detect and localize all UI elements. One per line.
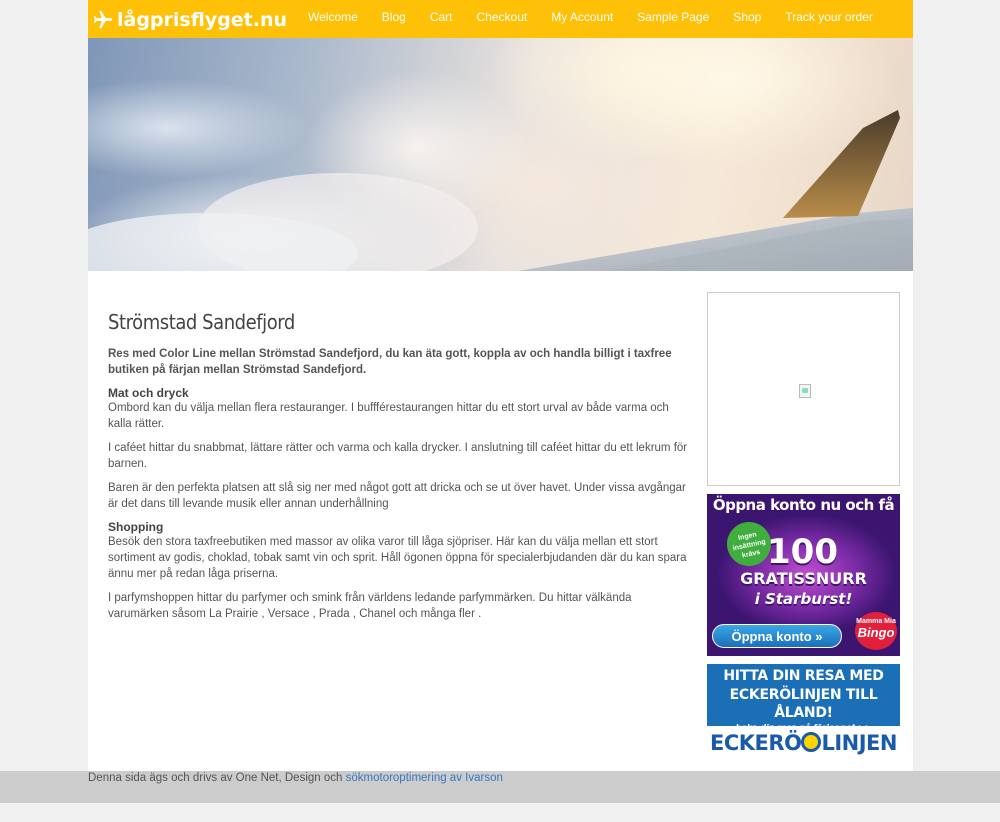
nav-checkout[interactable]: Checkout: [476, 10, 528, 24]
eckero-brand-left: ECKERÖ: [710, 731, 802, 755]
nav-shop[interactable]: Shop: [733, 10, 762, 24]
eckero-line1: HITTA DIN RESA MED: [723, 668, 884, 684]
nav-track-order[interactable]: Track your order: [785, 10, 873, 24]
eckero-brand-right: LINJEN: [821, 731, 897, 755]
eckero-line3: boka din resa på färjor.net >>: [735, 723, 872, 732]
nav-sample-page[interactable]: Sample Page: [637, 10, 710, 24]
bingo-logo-big: Bingo: [857, 625, 895, 640]
paragraph: Besök den stora taxfreebutiken med massor av olika varor till låga sjöpriser. Här kan du välja mellan ett stort sortiment av godis, choklad, tobak samt vin och sprit. Håll ögonen öppna för specialerbjudanden där du kan spara ännu mer på redan låga priserna.: [108, 536, 687, 580]
nav-my-account[interactable]: My Account: [551, 10, 614, 24]
paragraph: Ombord kan du välja mellan flera restauranger. I buffférestaurangen hittar du ett stort urval av både varma och kalla rätter.: [108, 402, 669, 430]
page-container: [88, 0, 913, 771]
footer-text: [88, 772, 503, 784]
banner-line2: i Starburst!: [754, 590, 853, 608]
eckero-logo: [707, 728, 900, 758]
header-bar: [88, 0, 913, 38]
footer-copy: Denna sida ägs och drivs av One Net, Design och: [88, 772, 346, 784]
banner-badge: Ingen insättning krävs: [723, 518, 775, 570]
airplane-wing-illustration: [88, 38, 913, 271]
hero-image: [88, 38, 913, 271]
eckero-banner-top: [707, 664, 900, 732]
footer-seo-link[interactable]: sökmotoroptimering av Ivarson: [345, 772, 503, 784]
main-nav: [296, 0, 885, 38]
nav-blog[interactable]: Blog: [381, 10, 406, 24]
airplane-icon: [92, 9, 114, 31]
paragraph: I parfymshoppen hittar du parfymer och smink från världens ledande parfymmärken. Du hittar välkända varumärken såsom La Prairie , Versace , Prada , Chanel och många fler .: [108, 592, 632, 620]
logo-text: lågprisflyget.nu: [117, 9, 288, 31]
ad-placeholder[interactable]: [707, 292, 900, 486]
site-logo[interactable]: [92, 7, 287, 33]
eckero-banner-ad[interactable]: [707, 664, 900, 758]
banner-headline: Öppna konto nu och få: [712, 496, 895, 514]
banner-number: 100: [767, 532, 838, 572]
broken-image-icon: [799, 384, 811, 398]
page-title: Strömstad Sandefjord: [108, 310, 295, 334]
article: [108, 310, 693, 630]
paragraph: I caféet hittar du snabbmat, lättare rätter och varma och kalla drycker. I anslutning till caféet hittar du ett lekrum för barnen.: [108, 442, 688, 470]
nav-welcome[interactable]: Welcome: [308, 10, 358, 24]
sidebar: [707, 292, 900, 758]
nav-cart[interactable]: Cart: [429, 10, 453, 24]
eckero-logo-circle-icon: [801, 732, 821, 752]
paragraph: Baren är den perfekta platsen att slå sig ner med något gott att dricka och se ut över havet. Under vissa avgångar är det dans till levande musik eller annan underhållning: [108, 482, 686, 510]
article-lead: Res med Color Line mellan Strömstad Sandefjord, du kan äta gott, koppla av och handla billigt i taxfree butiken på färjan mellan Strömstad Sandefjord.: [108, 348, 672, 376]
eckero-line2: ECKERÖLINJEN TILL ÅLAND!: [729, 687, 878, 721]
bingo-logo: [855, 612, 897, 650]
bingo-banner-ad[interactable]: [707, 494, 900, 656]
section-heading-food: Mat och dryck: [108, 386, 189, 400]
banner-line1: GRATISSNURR: [740, 569, 867, 588]
open-account-button[interactable]: Öppna konto »: [712, 624, 842, 648]
bingo-logo-small: Mamma Mia: [856, 618, 896, 625]
footer: [0, 771, 1000, 803]
section-heading-shopping: Shopping: [108, 520, 164, 534]
